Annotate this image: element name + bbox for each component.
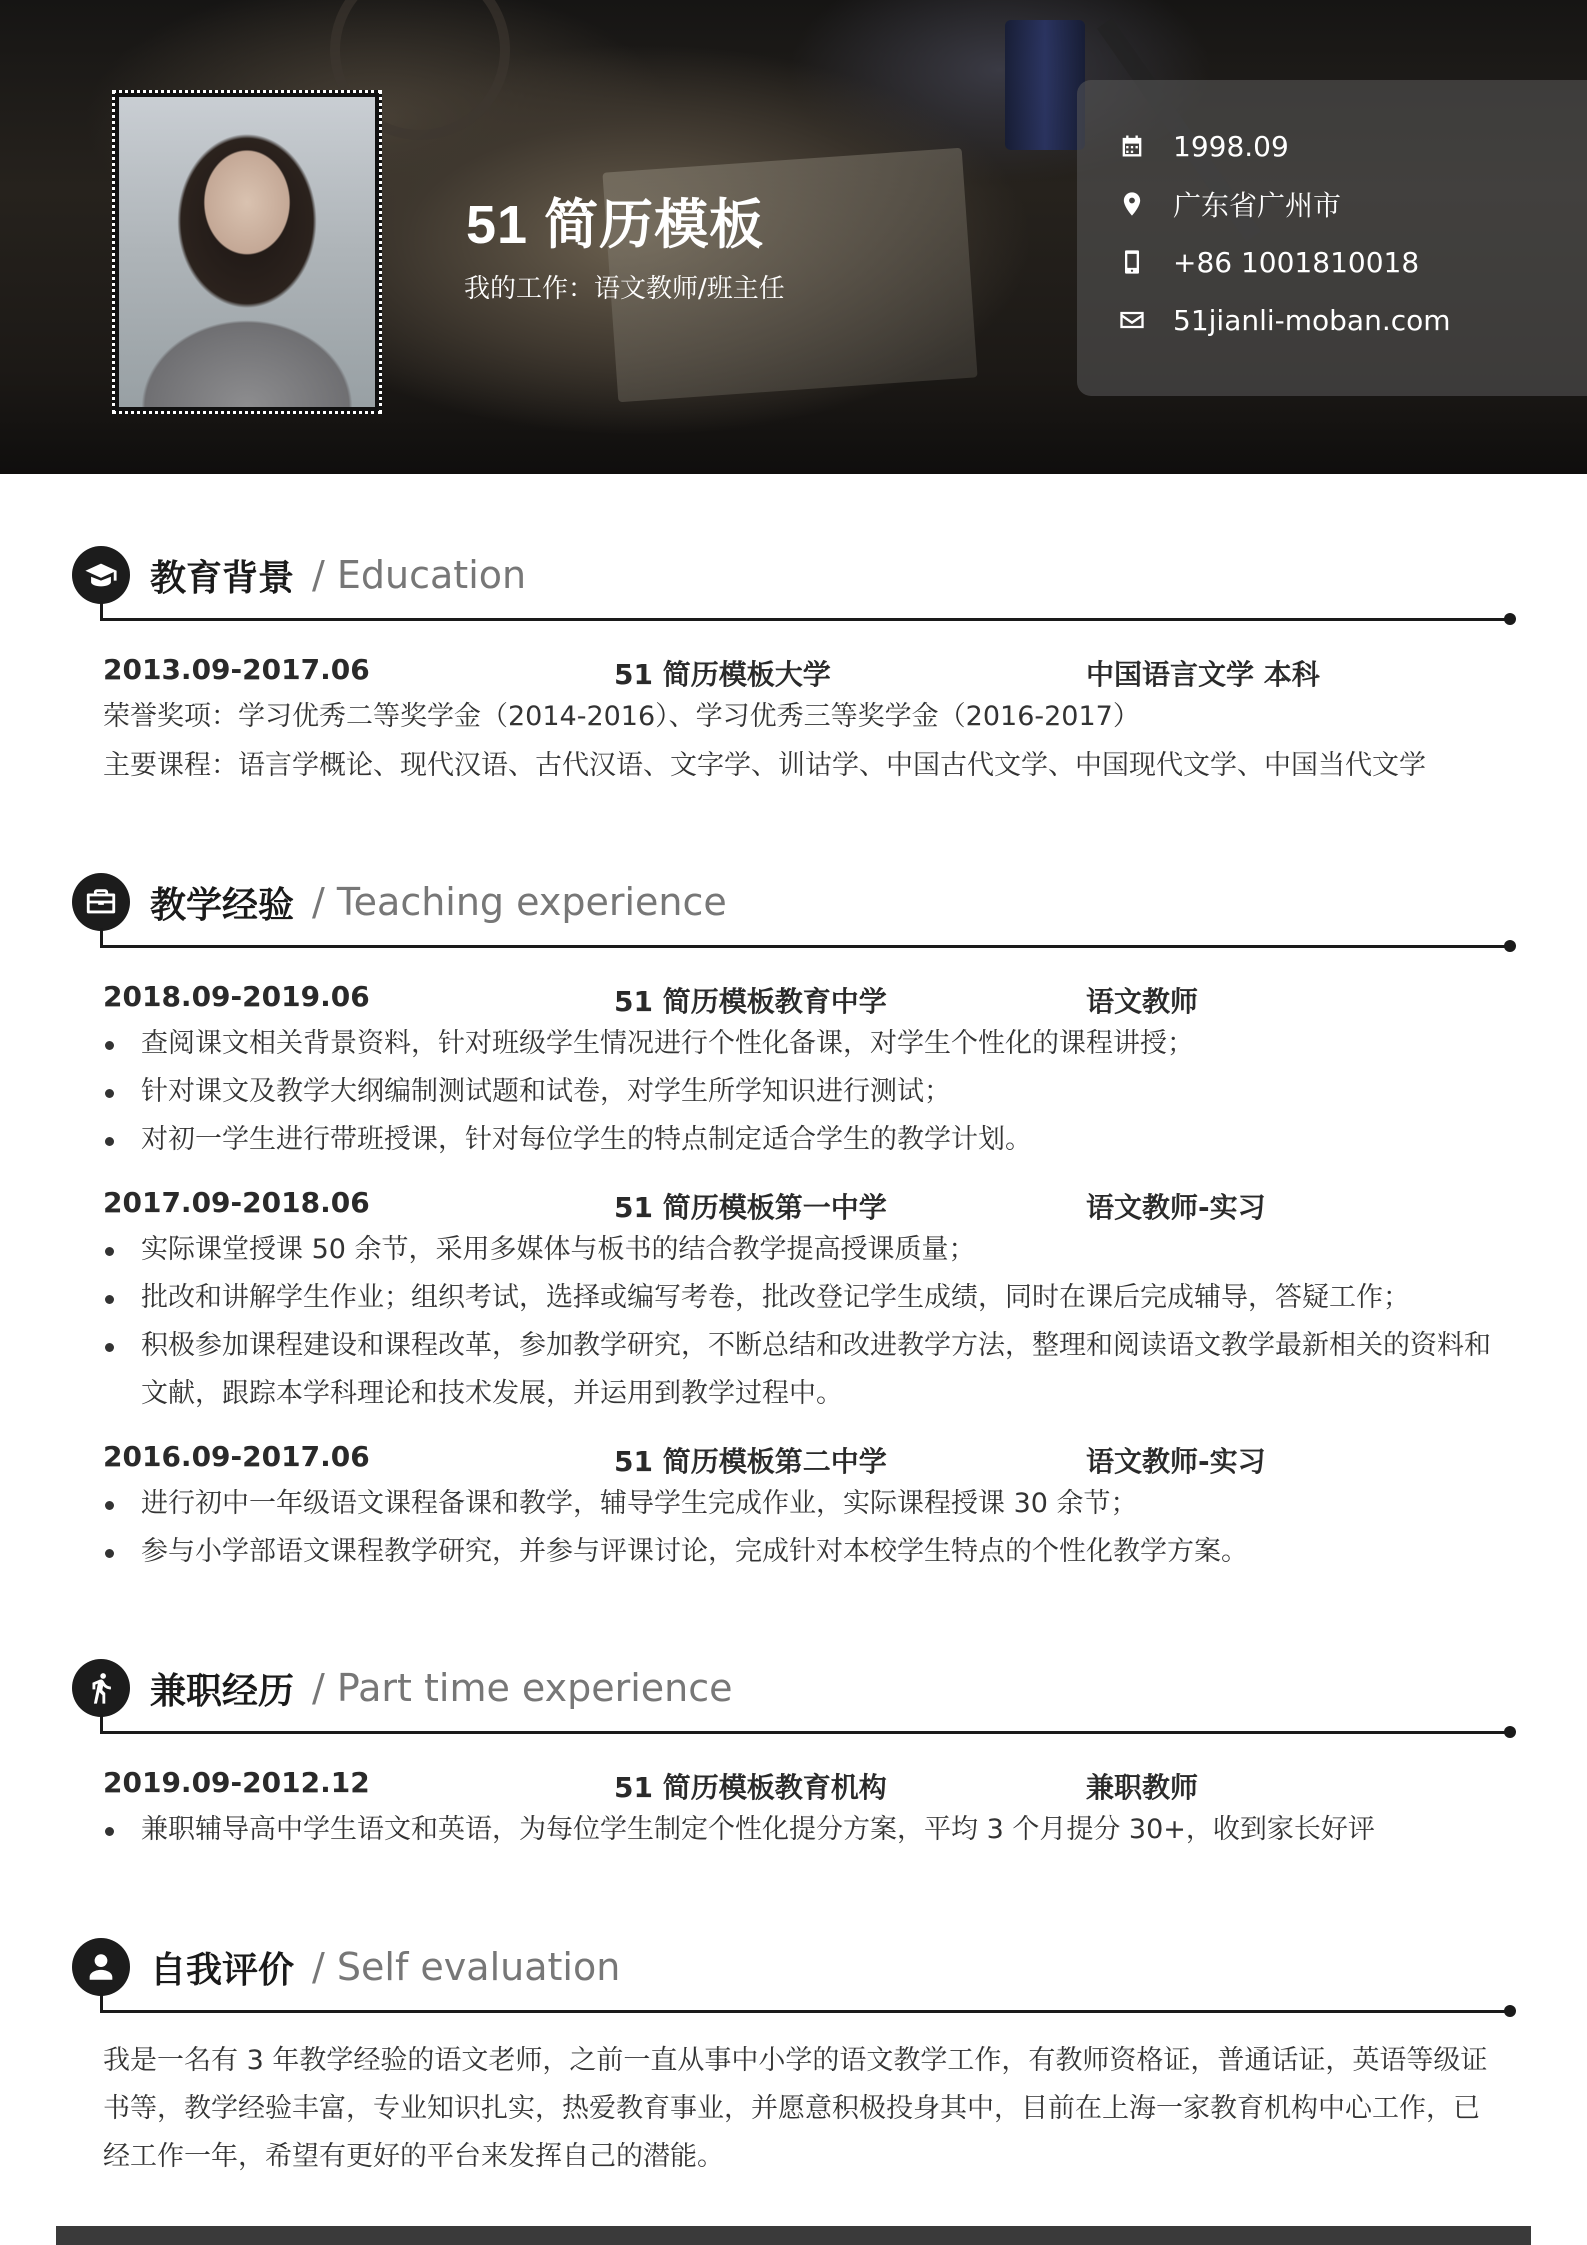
briefcase-icon xyxy=(72,873,130,931)
bullet-item: 批改和讲解学生作业；组织考试，选择或编写考卷，批改登记学生成绩，同时在课后完成辅导，答疑工作； xyxy=(103,1274,1503,1322)
person-walking-icon xyxy=(72,1659,130,1717)
birth-date: 1998.09 xyxy=(1173,129,1289,163)
graduation-cap-icon xyxy=(72,546,130,604)
bullet-item: 针对课文及教学大纲编制测试题和试卷，对学生所学知识进行测试； xyxy=(103,1068,1503,1116)
parttime-entry xyxy=(103,1766,1503,1806)
section-subtitle: / Education xyxy=(312,553,527,597)
section-divider xyxy=(100,945,1510,948)
bullet-item: 兼职辅导高中学生语文和英语，为每位学生制定个性化提分方案，平均 3 个月提分 30+，收到家长好评 xyxy=(103,1806,1503,1854)
divider-dot xyxy=(1504,613,1516,625)
entry-school: 51 简历模板第一中学 xyxy=(614,1191,887,1224)
email-address[interactable]: 51jianli-moban.com xyxy=(1173,303,1451,337)
education-entry xyxy=(103,653,1503,693)
self-evaluation-text: 我是一名有 3 年教学经验的语文老师，之前一直从事中小学的语文教学工作，有教师资格证，普通话证，英语等级证书等，教学经验丰富，专业知识扎实，热爱教育事业，并愿意积极投身其中，目前在上海一家教育机构中心工作，已经工作一年，希望有更好的平台来发挥自己的潜能。 xyxy=(103,2045,1488,2172)
candidate-name: 51 简历模板 xyxy=(466,195,765,255)
section-title: 兼职经历 xyxy=(150,1670,295,1712)
contact-location xyxy=(1117,184,1341,224)
entry-role: 语文教师-实习 xyxy=(1086,1445,1266,1478)
teaching-entry-3 xyxy=(103,1440,1503,1480)
entry-school: 51 简历模板大学 xyxy=(614,658,831,691)
courses-line: 主要课程：语言学概论、现代汉语、古代汉语、文字学、训诂学、中国古代文学、中国现代文学、中国当代文学 xyxy=(103,750,1426,781)
user-icon xyxy=(72,1938,130,1996)
entry-date: 2016.09-2017.06 xyxy=(103,1440,370,1473)
bullet-item: 查阅课文相关背景资料，针对班级学生情况进行个性化备课，对学生个性化的课程讲授； xyxy=(103,1020,1503,1068)
entry-school: 51 简历模板教育中学 xyxy=(614,985,887,1018)
bullet-item: 积极参加课程建设和课程改革，参加教学研究，不断总结和改进教学方法，整理和阅读语文教学最新相关的资料和文献，跟踪本学科理论和技术发展，并运用到教学过程中。 xyxy=(103,1322,1503,1418)
parttime-header xyxy=(72,1658,733,1718)
background-pen-cup xyxy=(1005,20,1085,150)
calendar-icon xyxy=(1117,131,1147,161)
entry-role: 语文教师 xyxy=(1086,985,1199,1018)
entry-org: 51 简历模板教育机构 xyxy=(614,1771,887,1804)
profile-photo-frame xyxy=(112,90,382,414)
contact-phone xyxy=(1117,242,1419,282)
contact-birth xyxy=(1117,126,1289,166)
section-subtitle: / Part time experience xyxy=(312,1666,733,1710)
section-divider xyxy=(100,1731,1510,1734)
location-pin-icon xyxy=(1117,189,1147,219)
divider-dot xyxy=(1504,2005,1516,2017)
phone-number[interactable]: +86 1001810018 xyxy=(1173,245,1420,279)
divider-dot xyxy=(1504,940,1516,952)
phone-icon xyxy=(1117,247,1147,277)
entry-date: 2018.09-2019.06 xyxy=(103,980,370,1013)
honors-line: 荣誉奖项：学习优秀二等奖学金（2014-2016）、学习优秀三等奖学金（2016-2017） xyxy=(103,701,1140,732)
mail-icon xyxy=(1117,305,1147,335)
bullet-item: 实际课堂授课 50 余节，采用多媒体与板书的结合教学提高授课质量； xyxy=(103,1226,1503,1274)
section-divider xyxy=(100,618,1510,621)
contact-info-panel xyxy=(1077,80,1587,396)
entry-date: 2013.09-2017.06 xyxy=(103,653,370,686)
entry-date: 2019.09-2012.12 xyxy=(103,1766,370,1799)
section-title: 自我评价 xyxy=(150,1949,295,1991)
section-subtitle: / Self evaluation xyxy=(312,1945,621,1989)
entry-role: 兼职教师 xyxy=(1086,1771,1199,1804)
section-divider xyxy=(100,2010,1510,2013)
section-subtitle: / Teaching experience xyxy=(312,880,727,924)
teaching-entry-1 xyxy=(103,980,1503,1020)
self-evaluation-header xyxy=(72,1937,620,1997)
teaching-header xyxy=(72,872,727,932)
education-header xyxy=(72,545,526,605)
bullet-item: 对初一学生进行带班授课，针对每位学生的特点制定适合学生的教学计划。 xyxy=(103,1116,1503,1164)
entry-school: 51 简历模板第二中学 xyxy=(614,1445,887,1478)
divider-dot xyxy=(1504,1726,1516,1738)
section-title: 教育背景 xyxy=(150,557,295,599)
job-objective: 我的工作：语文教师/班主任 xyxy=(464,274,785,304)
entry-role: 语文教师-实习 xyxy=(1086,1191,1266,1224)
entry-major: 中国语言文学 本科 xyxy=(1086,658,1320,691)
bullet-item: 进行初中一年级语文课程备课和教学，辅导学生完成作业，实际课程授课 30 余节； xyxy=(103,1480,1503,1528)
contact-email xyxy=(1117,300,1451,340)
location-text: 广东省广州市 xyxy=(1173,189,1342,222)
footer-bar xyxy=(56,2226,1531,2245)
resume-header xyxy=(0,0,1587,474)
section-title: 教学经验 xyxy=(150,884,295,926)
profile-photo xyxy=(119,97,375,407)
entry-date: 2017.09-2018.06 xyxy=(103,1186,370,1219)
teaching-entry-2 xyxy=(103,1186,1503,1226)
bullet-item: 参与小学部语文课程教学研究，并参与评课讨论，完成针对本校学生特点的个性化教学方案。 xyxy=(103,1528,1503,1576)
